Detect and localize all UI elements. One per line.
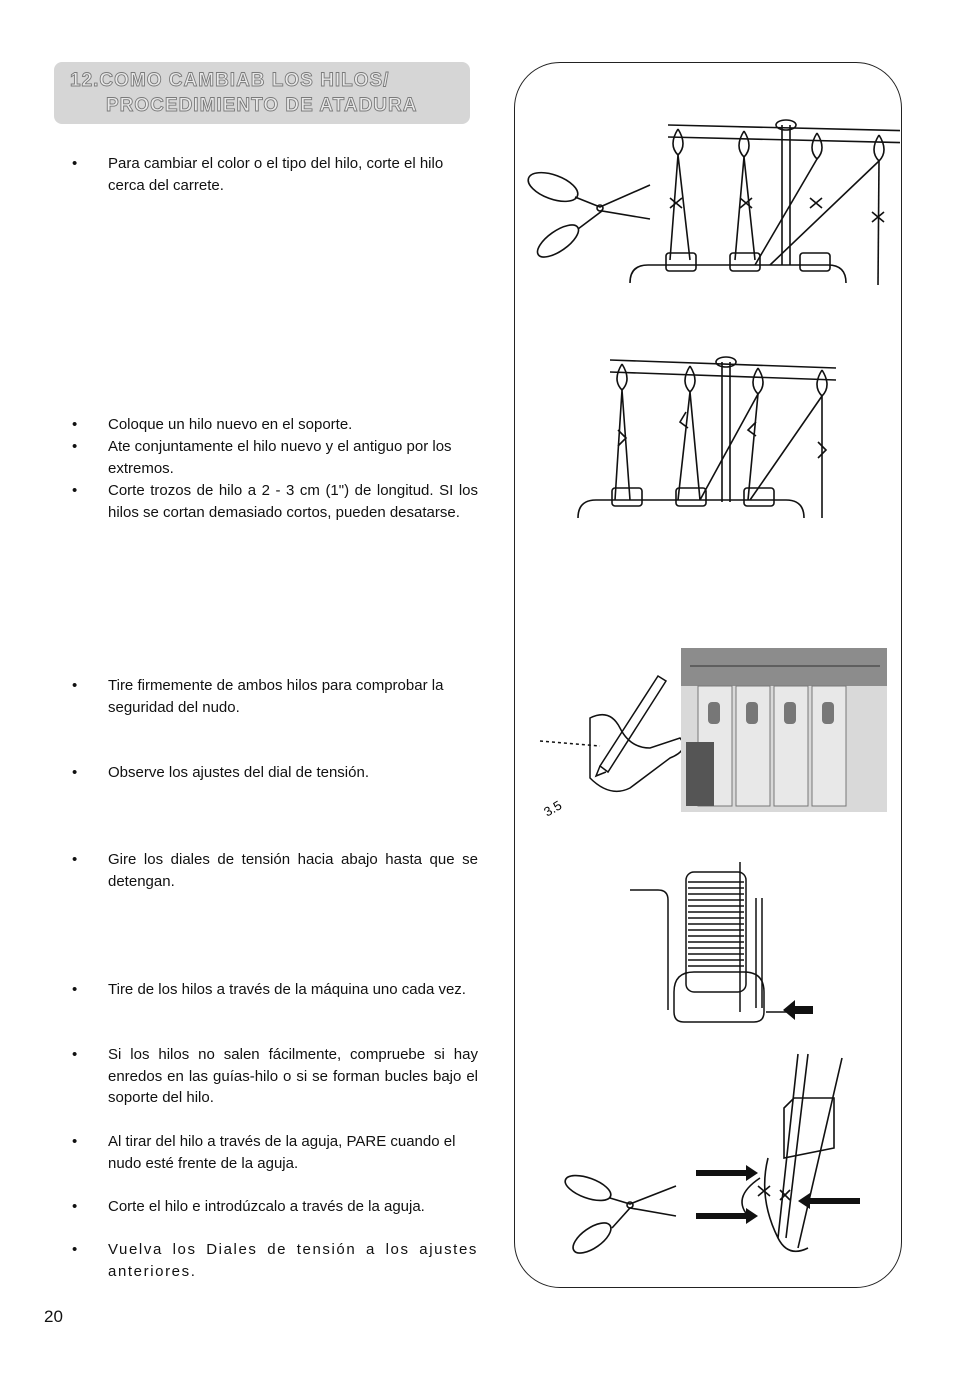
section-title-line-1: 12.COMO CAMBIAB LOS HILOS/ (70, 70, 390, 91)
section-header (54, 62, 470, 124)
bullet: • (72, 677, 78, 694)
bullet: • (72, 1133, 78, 1150)
figure-tension-dials (530, 646, 890, 822)
bullet: • (72, 416, 78, 433)
step-text: Corte el hilo e introdúzcalo a través de la aguja. (108, 1198, 425, 1215)
bullet: • (72, 482, 78, 499)
hand-pencil-icon (540, 676, 683, 791)
bullet: • (72, 764, 78, 781)
step-text: Gire los diales de tensión hacia abajo hasta que se detengan. (108, 851, 478, 890)
pointer-arrows (696, 1165, 860, 1224)
page-number: 20 (44, 1307, 63, 1326)
bullet: • (72, 851, 78, 868)
step-text: Si los hilos no salen fácilmente, compruebe si hay enredos en las guías-hilo o si se forman bucles bajo el soporte del hilo. (108, 1046, 478, 1106)
bullet: • (72, 981, 78, 998)
tension-value-label: 3.5 (541, 797, 565, 820)
scissors-icon (562, 1170, 676, 1258)
bullet: • (72, 1198, 78, 1215)
step-text: Tire firmemente de ambos hilos para comprobar la seguridad del nudo. (108, 677, 444, 716)
step-text: Coloque un hilo nuevo en el soporte. (108, 416, 353, 433)
bullet: • (72, 155, 78, 172)
figure-spool-arrow (630, 862, 830, 1032)
step-text: Vuelva los Diales de tensión a los ajustes anteriores. (108, 1241, 478, 1280)
step-text: Corte trozos de hilo a 2 - 3 cm (1") de longitud. SI los hilos se cortan demasiado cortos, pueden desatarse. (108, 482, 478, 521)
step-text: Ate conjuntamente el hilo nuevo y el antiguo por los extremos. (108, 438, 452, 477)
bullet: • (72, 438, 78, 455)
step-text: Observe los ajustes del dial de tensión. (108, 764, 369, 781)
figure-needle-cut (558, 1048, 868, 1278)
step-text: Tire de los hilos a través de la máquina uno cada vez. (108, 981, 466, 998)
figure-cut-threads (520, 115, 900, 290)
step-text: Al tirar del hilo a través de la aguja, PARE cuando el nudo esté frente de la aguja. (108, 1133, 456, 1172)
bullet: • (72, 1241, 78, 1258)
figure-tie-threads (560, 350, 860, 525)
arrow-left-icon (783, 1000, 813, 1020)
section-title-line-2: PROCEDIMIENTO DE ATADURA (106, 95, 418, 116)
scissors-icon (524, 167, 650, 263)
bullet: • (72, 1046, 78, 1063)
step-text: Para cambiar el color o el tipo del hilo, corte el hilo cerca del carrete. (108, 155, 444, 194)
